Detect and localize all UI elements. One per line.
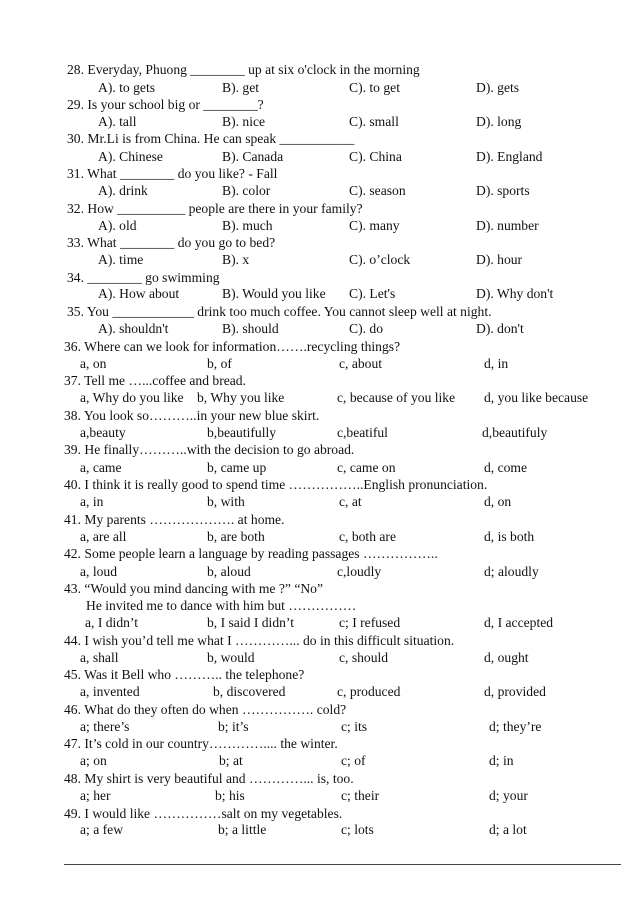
option-a: a; there’s — [80, 719, 130, 734]
question-text: 37. Tell me …...coffee and bread. — [64, 373, 246, 388]
option-c: c,beatiful — [337, 425, 388, 440]
question-text: 30. Mr.Li is from China. He can speak ___________ — [67, 131, 355, 146]
option-d: d, ought — [484, 650, 529, 665]
question-text: 35. You ____________ drink too much coffee. You cannot sleep well at night. — [67, 304, 492, 319]
option-b: b, would — [207, 650, 255, 665]
option-d: D). England — [476, 149, 543, 164]
option-b: b, Why you like — [197, 390, 285, 405]
option-d: D). gets — [476, 80, 520, 95]
option-b: b, discovered — [213, 684, 286, 699]
option-d: D). sports — [476, 183, 530, 198]
option-c: c, both are — [339, 529, 396, 544]
option-d: d; a lot — [489, 822, 527, 837]
option-a: A). drink — [98, 183, 148, 198]
question-text: 32. How __________ people are there in your family? — [67, 201, 363, 216]
option-b: b, with — [207, 494, 245, 509]
option-c: c, should — [339, 650, 389, 665]
option-c: C). o’clock — [349, 252, 411, 267]
option-b: b; at — [219, 753, 243, 768]
option-b: b; a little — [218, 822, 267, 837]
option-b: B). color — [222, 183, 271, 198]
option-c: c,loudly — [337, 564, 382, 579]
option-b: B). much — [222, 218, 273, 233]
question-text: 43. “Would you mind dancing with me ?” “No” — [64, 581, 324, 596]
option-b: B). x — [222, 252, 250, 267]
option-a: a, came — [80, 460, 122, 475]
question-text: 49. I would like ……………salt on my vegetables. — [64, 806, 343, 821]
option-b: b, aloud — [207, 564, 251, 579]
option-a: a; her — [80, 788, 111, 803]
question-text: 38. You look so………..in your new blue skirt. — [64, 408, 320, 423]
option-d: D). don't — [476, 321, 524, 336]
option-c: C). small — [349, 114, 399, 129]
question-text: 46. What do they often do when ……………. cold? — [64, 702, 347, 717]
option-c: c; I refused — [339, 615, 401, 630]
option-d: d; they’re — [489, 719, 542, 734]
option-b: b, of — [207, 356, 232, 371]
question-text-continued: He invited me to dance with him but …………… — [86, 598, 357, 613]
option-a: A). How about — [98, 286, 180, 301]
question-text: 42. Some people learn a language by reading passages …………….. — [64, 546, 438, 561]
question-text: 33. What ________ do you go to bed? — [67, 235, 276, 250]
option-d: d, is both — [484, 529, 535, 544]
option-c: c; their — [341, 788, 380, 803]
option-c: c, about — [339, 356, 383, 371]
option-a: a, invented — [80, 684, 140, 699]
option-d: D). Why don't — [476, 286, 554, 301]
question-text: 41. My parents ………………. at home. — [64, 512, 285, 527]
option-d: d, I accepted — [484, 615, 554, 630]
option-b: b; his — [215, 788, 245, 803]
option-d: d, in — [484, 356, 509, 371]
option-c: c, because of you like — [337, 390, 456, 405]
option-b: B). should — [222, 321, 279, 336]
option-d: d,beautifuly — [482, 425, 548, 440]
option-c: C). to get — [349, 80, 400, 95]
option-c: C). Let's — [349, 286, 396, 301]
option-a: a, in — [80, 494, 104, 509]
option-b: b, came up — [207, 460, 267, 475]
option-a: a, shall — [80, 650, 119, 665]
option-a: a,beauty — [80, 425, 126, 440]
option-a: A). Chinese — [98, 149, 163, 164]
option-c: C). many — [349, 218, 400, 233]
question-text: 39. He finally………..with the decision to go abroad. — [64, 442, 355, 457]
option-c: c, produced — [337, 684, 401, 699]
option-a: A). shouldn't — [98, 321, 169, 336]
option-a: A). old — [98, 218, 137, 233]
option-b: b,beautifully — [207, 425, 277, 440]
question-text: 29. Is your school big or ________? — [67, 97, 264, 112]
option-a: A). to gets — [98, 80, 156, 95]
question-text: 47. It’s cold in our country………….... the winter. — [64, 736, 338, 751]
question-text: 44. I wish you’d tell me what I …………... do in this difficult situation. — [64, 633, 455, 648]
option-d: d, come — [484, 460, 528, 475]
option-b: B). Canada — [222, 149, 284, 164]
option-c: c; of — [341, 753, 366, 768]
option-a: a, on — [80, 356, 107, 371]
option-d: D). hour — [476, 252, 523, 267]
option-c: C). China — [349, 149, 402, 164]
option-b: b, are both — [207, 529, 265, 544]
question-text: 28. Everyday, Phuong ________ up at six o'clock in the morning — [67, 62, 420, 77]
question-text: 40. I think it is really good to spend time ……………..English pronunciation. — [64, 477, 488, 492]
option-a: a, Why do you like — [80, 390, 184, 405]
option-c: c, at — [339, 494, 362, 509]
option-a: A). time — [98, 252, 144, 267]
footer-divider — [64, 864, 621, 865]
option-d: d, provided — [484, 684, 546, 699]
option-d: d, on — [484, 494, 512, 509]
option-a: a; on — [80, 753, 107, 768]
option-b: B). Would you like — [222, 286, 326, 301]
option-b: B). get — [222, 80, 259, 95]
option-d: D). long — [476, 114, 522, 129]
option-d: D). number — [476, 218, 539, 233]
option-a: a, I didn’t — [85, 615, 138, 630]
option-c: C). season — [349, 183, 406, 198]
question-text: 36. Where can we look for information…….recycling things? — [64, 339, 401, 354]
option-a: a, loud — [80, 564, 117, 579]
question-text: 45. Was it Bell who ……….. the telephone? — [64, 667, 305, 682]
option-c: c; lots — [341, 822, 374, 837]
option-d: d; your — [489, 788, 528, 803]
option-b: B). nice — [222, 114, 266, 129]
question-text: 48. My shirt is very beautiful and …………... is, too. — [64, 771, 354, 786]
question-text: 34. ________ go swimming — [67, 270, 220, 285]
option-a: a; a few — [80, 822, 124, 837]
option-c: c, came on — [337, 460, 396, 475]
option-d: d; aloudly — [484, 564, 539, 579]
option-a: a, are all — [80, 529, 127, 544]
option-c: C). do — [349, 321, 383, 336]
option-b: b; it’s — [218, 719, 249, 734]
option-d: d, you like because — [484, 390, 589, 405]
option-b: b, I said I didn’t — [207, 615, 294, 630]
option-c: c; its — [341, 719, 368, 734]
question-text: 31. What ________ do you like? - Fall — [67, 166, 278, 181]
option-a: A). tall — [98, 114, 137, 129]
option-d: d; in — [489, 753, 514, 768]
